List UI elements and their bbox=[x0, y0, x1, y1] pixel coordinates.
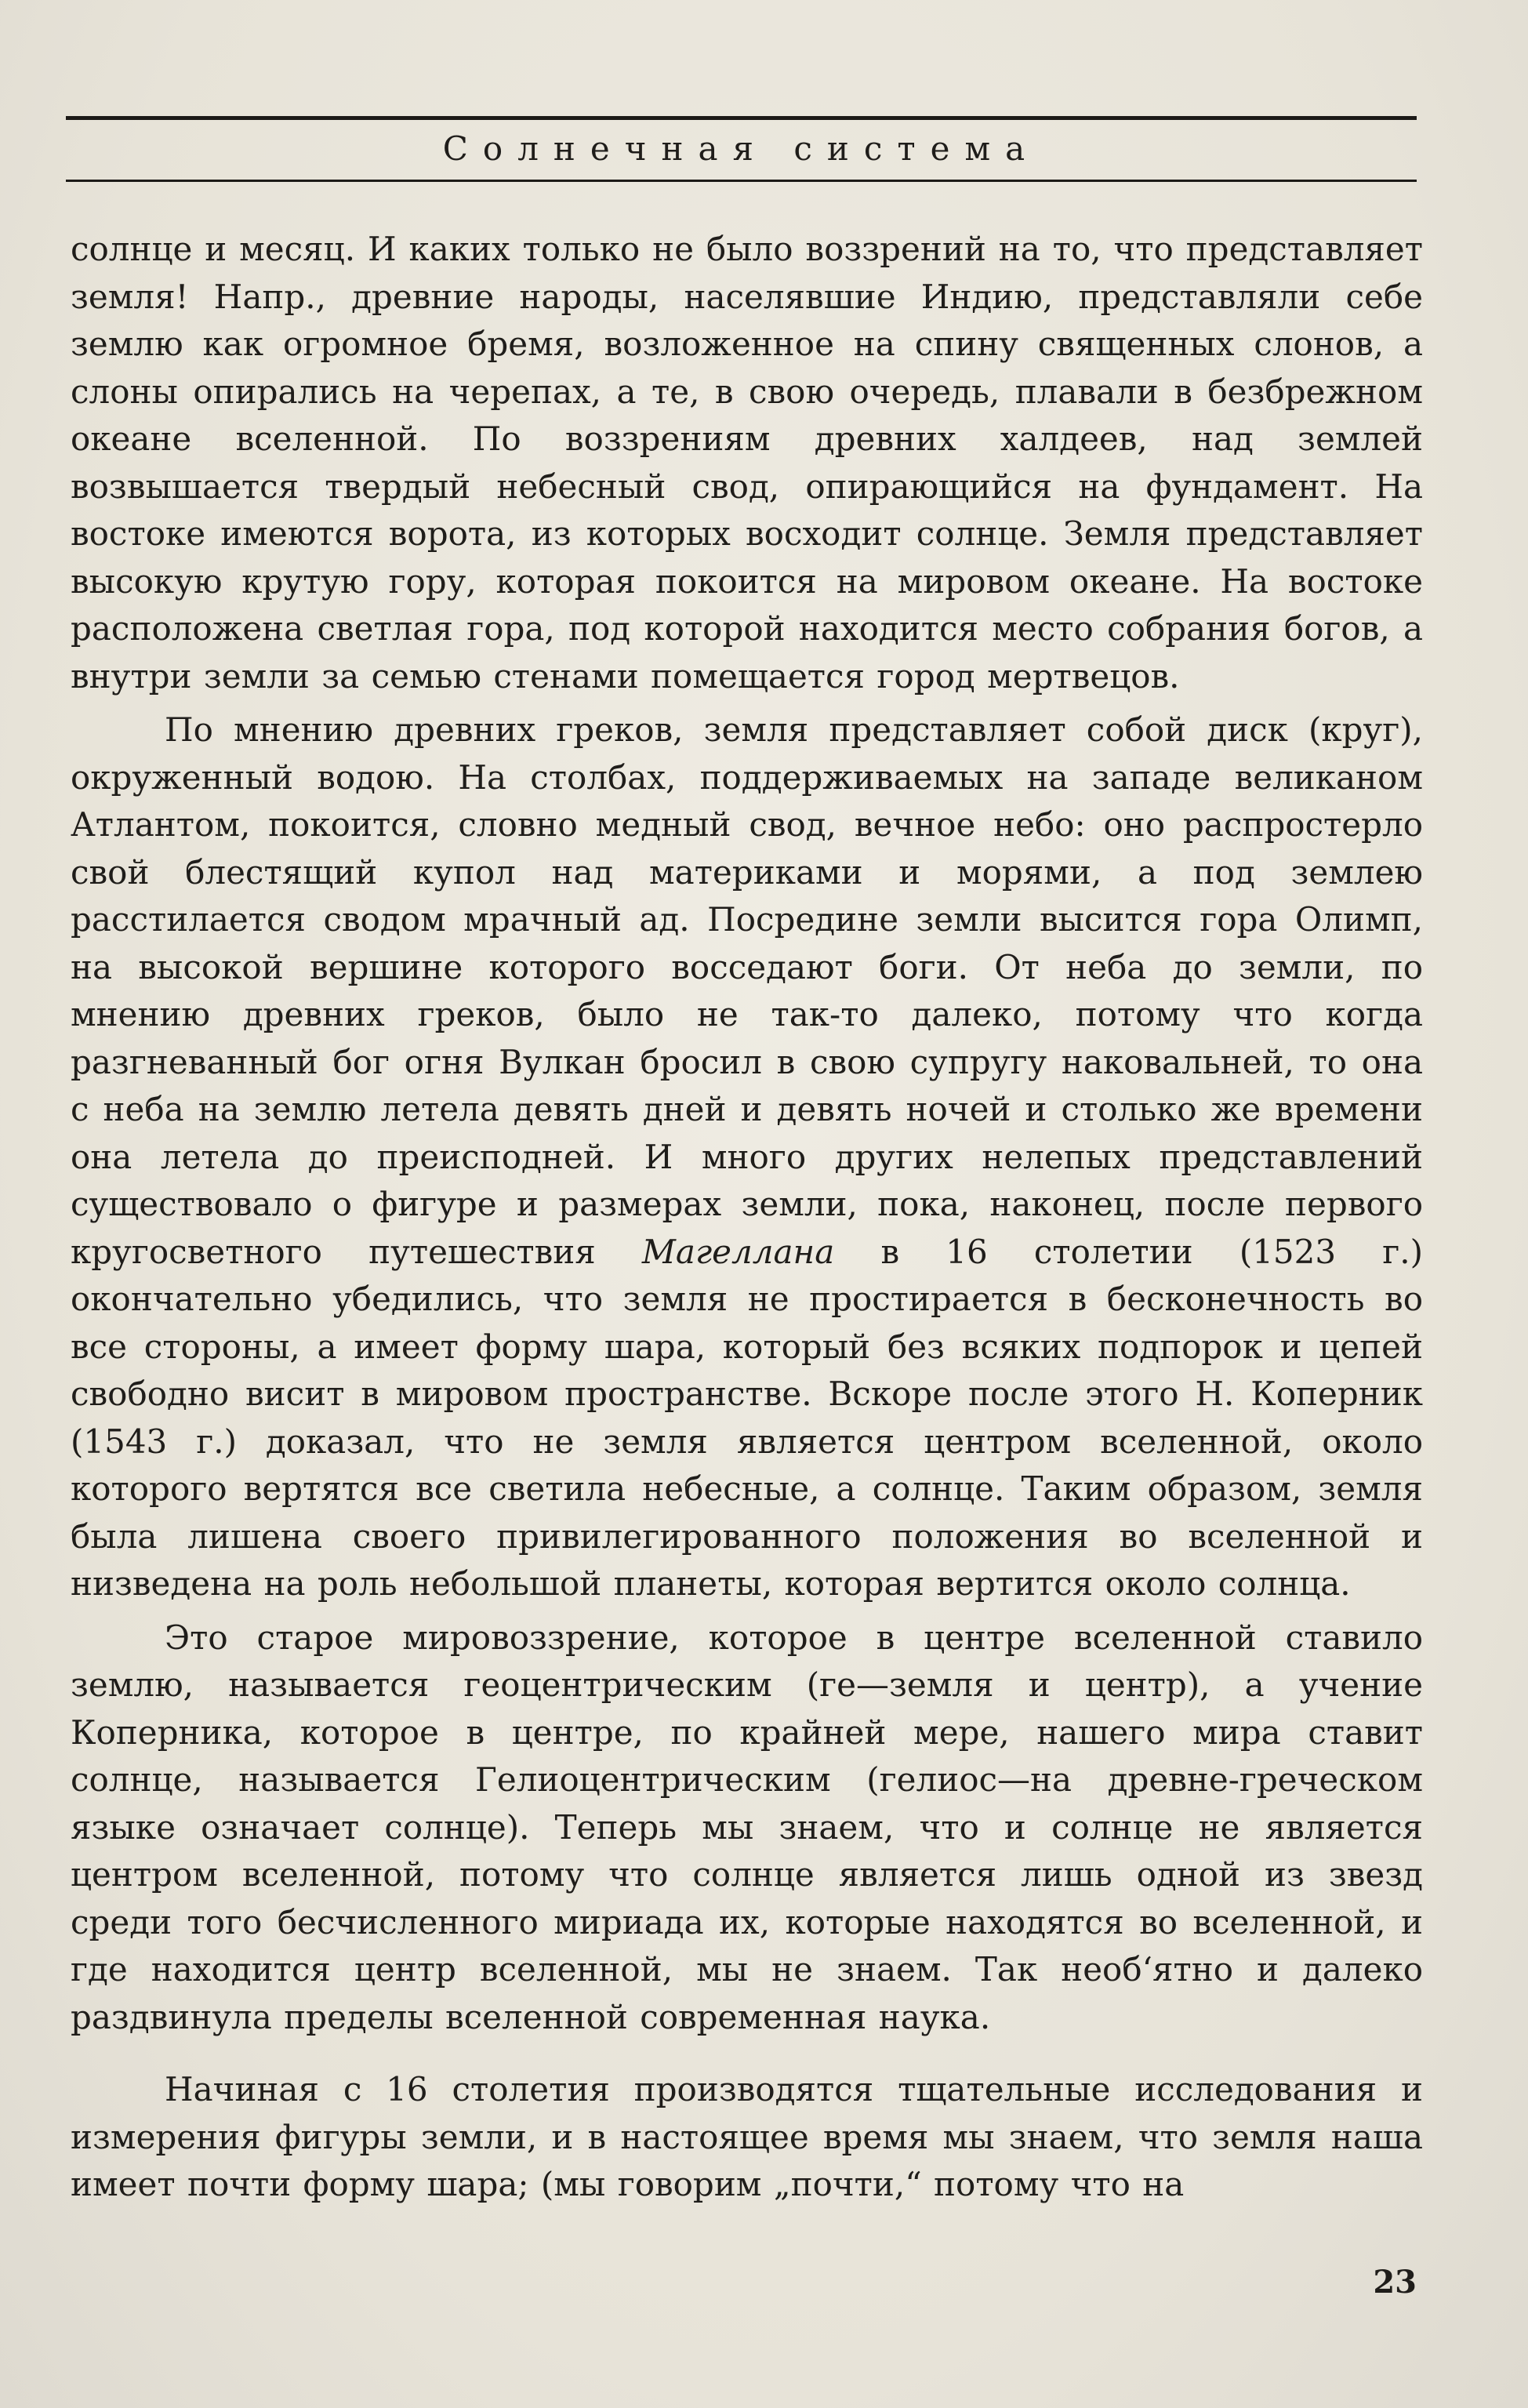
paragraph-2 bbox=[71, 706, 1423, 1608]
name-magellan: Магеллана bbox=[641, 1232, 835, 1271]
paragraph-2-part-2: в 16 столетии (1523 г.) окончательно убедились, что земля не простирается в бесконечность во все стороны, а имеет форму шара, который без всяких подпорок и цепей свободно висит в мировом пространстве. Вскоре после этого Н. Коперник (1543 г.) доказал, что не земля является центром вселенной, около которого вертятся все светила небесные, а солнце. Таким образом, земля была лишена своего привилегированного положения во вселенной и низведена на роль небольшой планеты, которая вертится около солнца. bbox=[71, 1232, 1423, 1603]
paragraph-2-part-1: По мнению древних греков, земля представляет собой диск (круг), окруженный водою. На столбах, поддерживаемых на западе великаном Атлантом, покоится, словно медный свод, вечное небо: оно распростерло свой блестящий купол над материками и морями, а под землею расстилается сводом мрачный ад. Посредине земли высится гора Олимп, на высокой вершине которого восседают боги. От неба до земли, по мнению древних греков, было не так-то далеко, потому что когда разгневанный бог огня Вулкан бросил в свою супругу наковальней, то она с неба на землю летела девять дней и девять ночей и столько же времени она летела до преисподней. И много других нелепых представлений существовало о фигуре и размерах земли, пока, наконец, после первого кругосветного путешествия bbox=[71, 710, 1423, 1271]
running-head-title: Солнечная система bbox=[442, 129, 1040, 168]
paragraph-1: солнце и месяц. И каких только не было воззрений на то, что представляет земля! Напр., древние народы, населявшие Индию, представляли себе землю как огромное бремя, возложенное на спину священных слонов, а слоны опирались на черепах, а те, в свою очередь, плавали в безбрежном океане вселенной. По воззрениям древних халдеев, над землей возвышается твердый небесный свод, опирающийся на фундамент. На востоке имеются ворота, из которых восходит солнце. Земля представляет высокую крутую гору, которая покоится на мировом океане. На востоке расположена светлая гора, под которой находится место собрания богов, а внутри земли за семью стенами помещается город мертвецов. bbox=[71, 230, 1423, 696]
header-rule-bottom bbox=[66, 180, 1417, 182]
paragraph-4: Начиная с 16 столетия производятся тщательные исследования и измерения фигуры земли, и в настоящее время мы знаем, что земля наша имеет почти форму шара; (мы говорим „почти,“ потому что на bbox=[71, 2070, 1423, 2203]
body-text bbox=[71, 226, 1423, 2209]
paragraph-3: Это старое мировоззрение, которое в центре вселенной ставило землю, называется геоцентрическим (ге—земля и центр), а учение Коперника, которое в центре, по крайней мере, нашего мира ставит солнце, называется Гелиоцентрическим (гелиос—на древне-греческом языке означает солнце). Теперь мы знаем, что и солнце не является центром вселенной, потому что солнце является лишь одной из звезд среди того бесчисленного мириада их, которые находятся во вселенной, и где находится центр вселенной, мы не знаем. Так необ‘ятно и далеко раздвинула пределы вселенной современная наука. bbox=[71, 1618, 1423, 2036]
header-rule-top bbox=[66, 116, 1417, 120]
page-number: 23 bbox=[1373, 2264, 1417, 2301]
